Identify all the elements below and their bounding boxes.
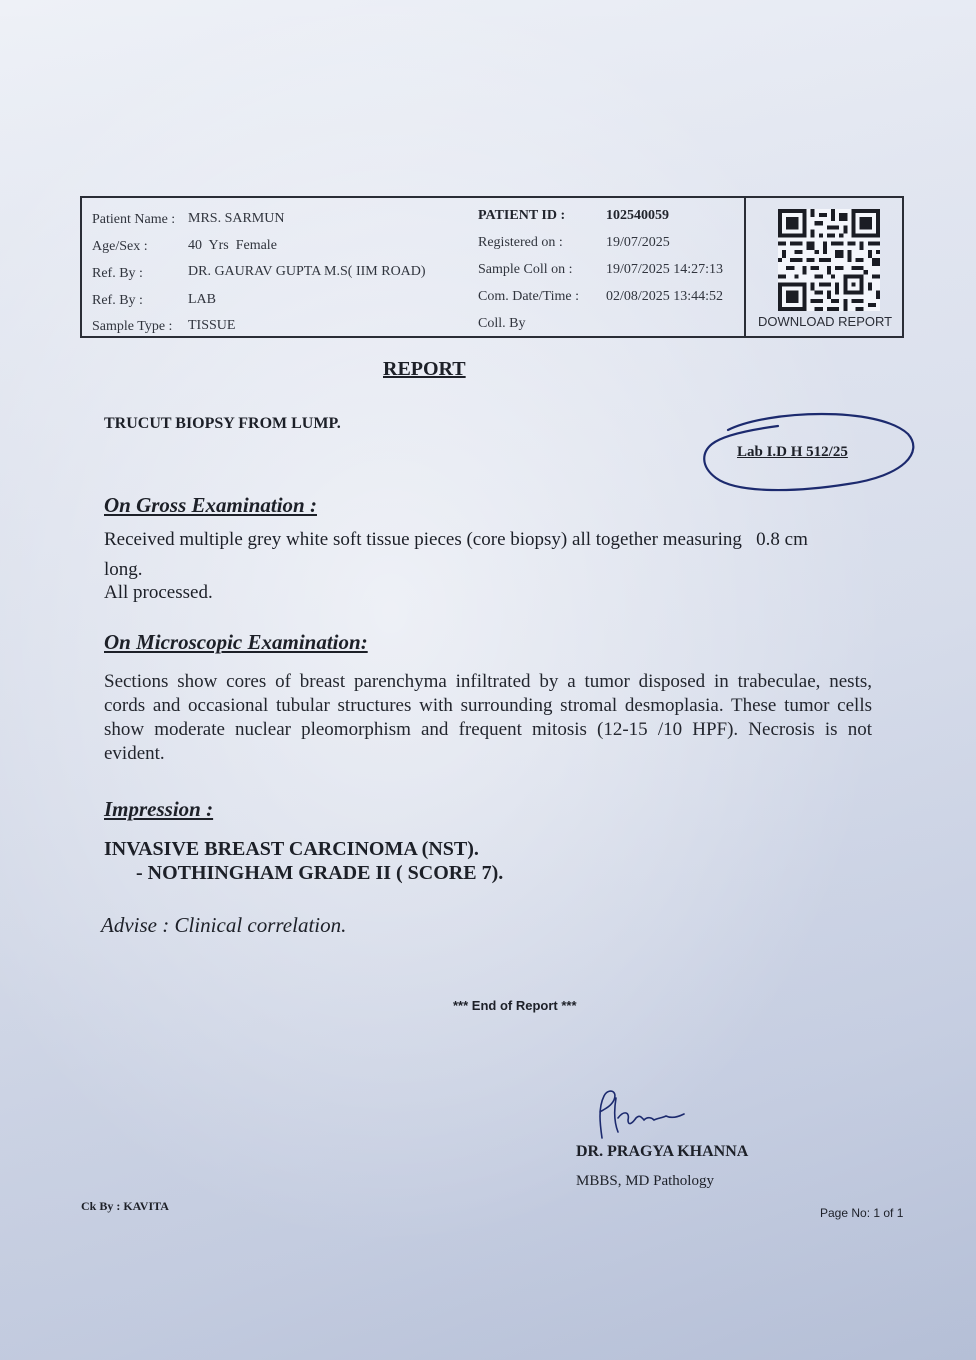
coll-by-label: Coll. By: [478, 316, 526, 331]
registered-value: 19/07/2025: [606, 235, 670, 250]
age-sex-label: Age/Sex :: [92, 239, 148, 254]
checked-by: Ck By : KAVITA: [81, 1199, 169, 1213]
com-date-label: Com. Date/Time :: [478, 289, 579, 304]
impression-heading: Impression :: [104, 797, 214, 821]
impression-line-1: INVASIVE BREAST CARCINOMA (NST).: [104, 838, 479, 860]
gross-exam-heading: On Gross Examination :: [104, 493, 317, 517]
impression-line-2: - NOTHINGHAM GRADE II ( SCORE 7).: [136, 862, 504, 884]
gross-exam-line-1: Received multiple grey white soft tissue pieces (core biopsy) all together measuring 0.8 cm: [104, 529, 808, 550]
age-sex-value: 40 Yrs Female: [188, 238, 277, 253]
qr-divider: [744, 196, 746, 338]
patient-name-label: Patient Name :: [92, 212, 176, 227]
report-title: REPORT: [383, 358, 466, 380]
ref-by-2-value: LAB: [188, 292, 216, 307]
lab-id: Lab I.D H 512/25: [737, 444, 848, 460]
sample-coll-value: 19/07/2025 14:27:13: [606, 262, 724, 277]
ref-by-2-label: Ref. By :: [92, 293, 143, 308]
advise-label: Advise :: [101, 913, 170, 937]
patient-name-value: MRS. SARMUN: [188, 211, 285, 226]
com-date-value: 02/08/2025 13:44:52: [606, 289, 724, 304]
signature-scrawl: [588, 1088, 698, 1144]
gross-exam-line-2: long.: [104, 559, 143, 580]
patient-id-label: PATIENT ID :: [478, 208, 566, 223]
doctor-name: DR. PRAGYA KHANNA: [576, 1143, 749, 1160]
page-number: Page No: 1 of 1: [820, 1206, 904, 1220]
end-of-report: *** End of Report ***: [453, 998, 577, 1013]
patient-id-value: 102540059: [606, 208, 669, 223]
micro-exam-text: Sections show cores of breast parenchyma infiltrated by a tumor disposed in trabeculae, nests, cords and occasional tubular structures with surrounding stromal desmoplasia. These tumor cells show moderate nuclear pleomorphism and frequent mitosis (12-15 /10 HPF). Necrosis is not evident.: [104, 671, 872, 764]
qr-code-icon[interactable]: [778, 209, 880, 311]
download-report-link[interactable]: DOWNLOAD REPORT: [758, 314, 893, 329]
micro-exam-heading: On Microscopic Examination:: [104, 630, 368, 654]
advise-value: Clinical correlation.: [174, 913, 347, 937]
sample-type-value: TISSUE: [188, 318, 236, 333]
registered-label: Registered on :: [478, 235, 563, 250]
advise: [101, 913, 346, 938]
ref-by-label: Ref. By :: [92, 266, 143, 281]
specimen-title: TRUCUT BIOPSY FROM LUMP.: [104, 415, 341, 432]
sample-coll-label: Sample Coll on :: [478, 262, 573, 277]
ref-by-value: DR. GAURAV GUPTA M.S( IIM ROAD): [188, 264, 426, 279]
gross-exam-line-3: All processed.: [104, 582, 213, 603]
sample-type-label: Sample Type :: [92, 319, 173, 334]
doctor-qualification: MBBS, MD Pathology: [576, 1173, 714, 1189]
